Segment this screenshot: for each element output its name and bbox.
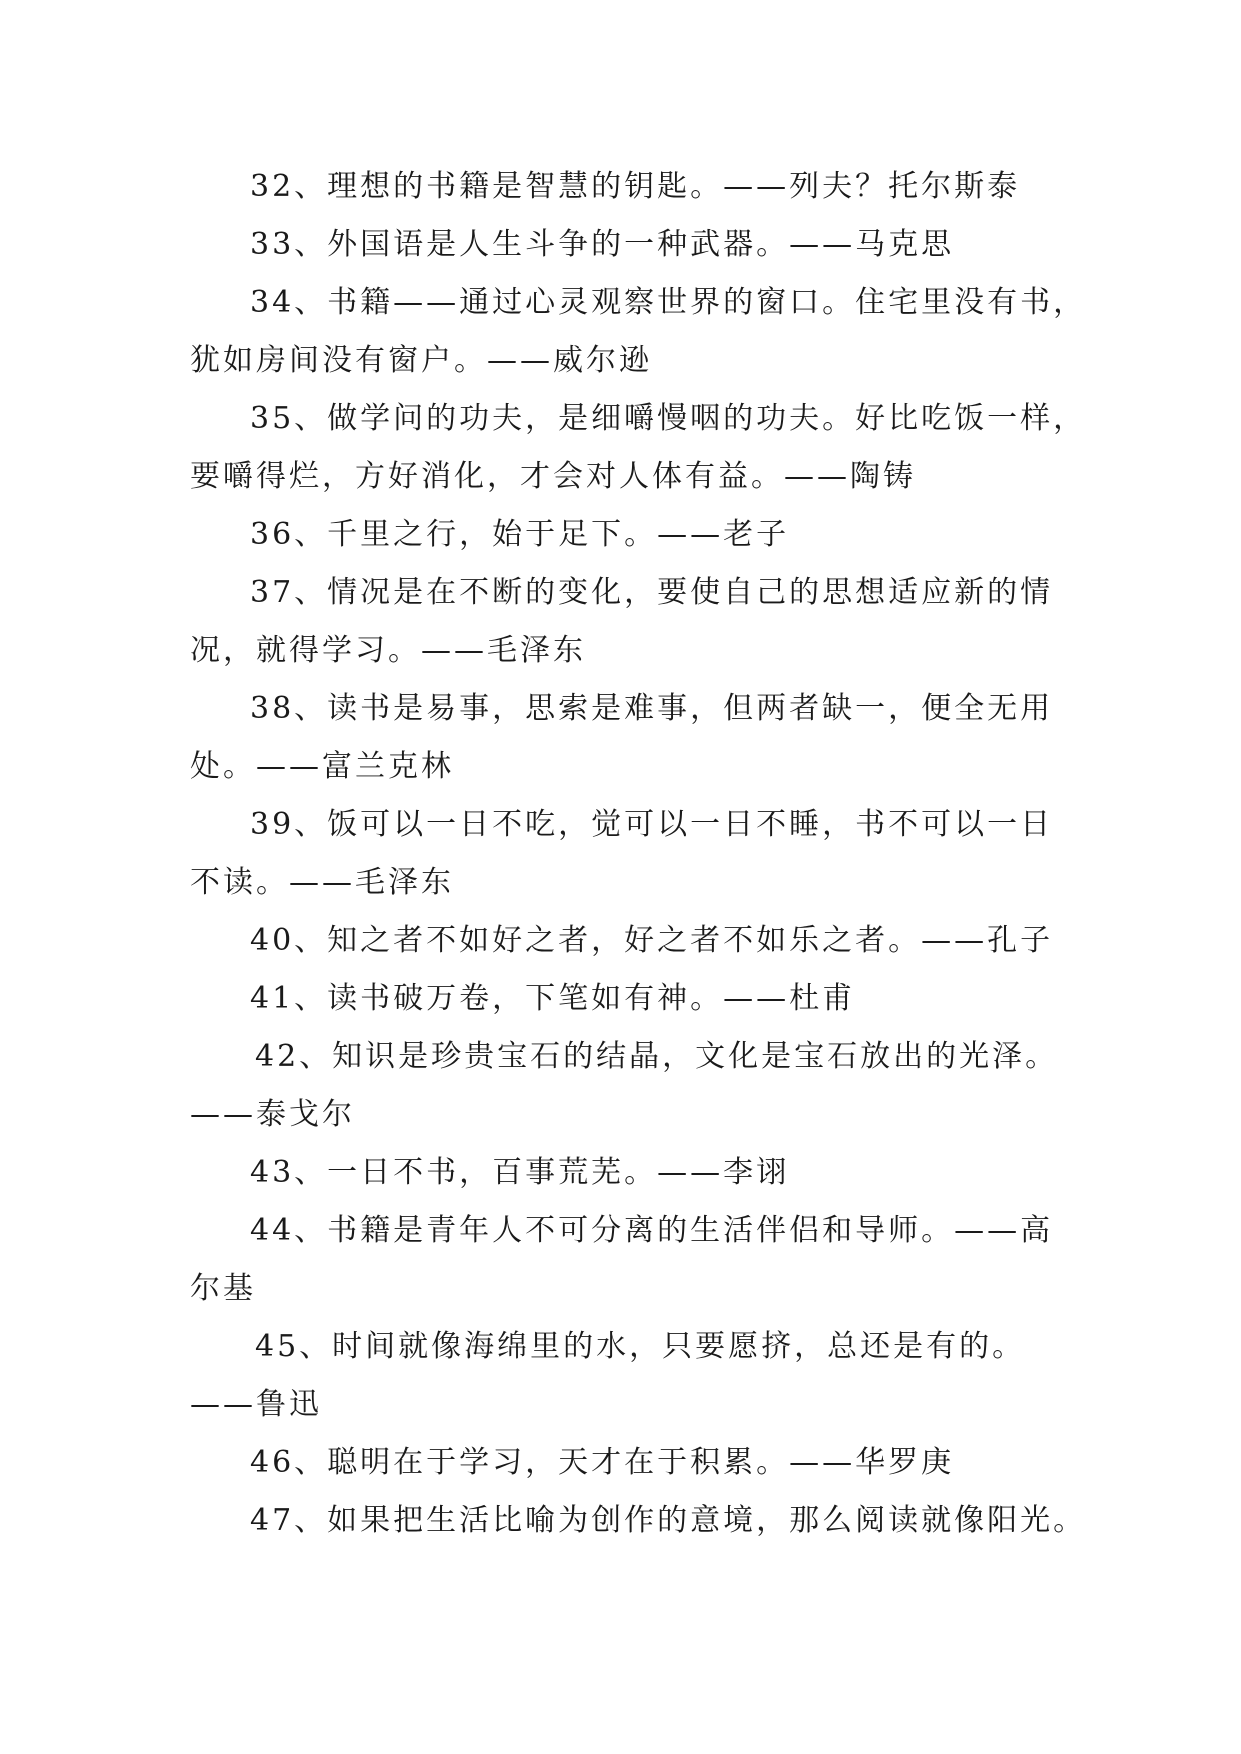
quote-37: 37、情况是在不断的变化，要使自己的思想适应新的情 (250, 575, 1054, 610)
quote-47: 47、如果把生活比喻为创作的意境，那么阅读就像阳光。 (250, 1503, 1087, 1538)
quote-37-continued: 况，就得学习。——毛泽东 (190, 633, 586, 668)
quote-42: 42、知识是珍贵宝石的结晶，文化是宝石放出的光泽。 (255, 1039, 1059, 1074)
quote-33: 33、外国语是人生斗争的一种武器。——马克思 (250, 227, 955, 262)
quote-32: 32、理想的书籍是智慧的钥匙。——列夫？托尔斯泰 (250, 169, 1021, 204)
quote-46: 46、聪明在于学习，天才在于积累。——华罗庚 (250, 1445, 955, 1480)
quote-40: 40、知之者不如好之者，好之者不如乐之者。——孔子 (250, 923, 1054, 958)
quote-34-continued: 犹如房间没有窗户。——威尔逊 (190, 343, 652, 378)
quote-44: 44、书籍是青年人不可分离的生活伴侣和导师。——高 (250, 1213, 1054, 1248)
quote-35: 35、做学问的功夫，是细嚼慢咽的功夫。好比吃饭一样， (250, 401, 1087, 436)
quote-41: 41、读书破万卷，下笔如有神。——杜甫 (250, 981, 856, 1016)
quote-39-continued: 不读。——毛泽东 (190, 865, 454, 900)
quote-38: 38、读书是易事，思索是难事，但两者缺一，便全无用 (250, 691, 1054, 726)
quote-43: 43、一日不书，百事荒芜。——李诩 (250, 1155, 790, 1190)
quote-45-continued: ——鲁迅 (190, 1387, 322, 1422)
quote-34: 34、书籍——通过心灵观察世界的窗口。住宅里没有书， (250, 285, 1087, 320)
quote-38-continued: 处。——富兰克林 (190, 749, 454, 784)
quote-35-continued: 要嚼得烂，方好消化，才会对人体有益。——陶铸 (190, 459, 916, 494)
quote-44-continued: 尔基 (190, 1271, 256, 1306)
quote-39: 39、饭可以一日不吃，觉可以一日不睡，书不可以一日 (250, 807, 1054, 842)
quote-45: 45、时间就像海绵里的水，只要愿挤，总还是有的。 (255, 1329, 1026, 1364)
quote-36: 36、千里之行，始于足下。——老子 (250, 517, 790, 552)
quote-42-continued: ——泰戈尔 (190, 1097, 355, 1132)
